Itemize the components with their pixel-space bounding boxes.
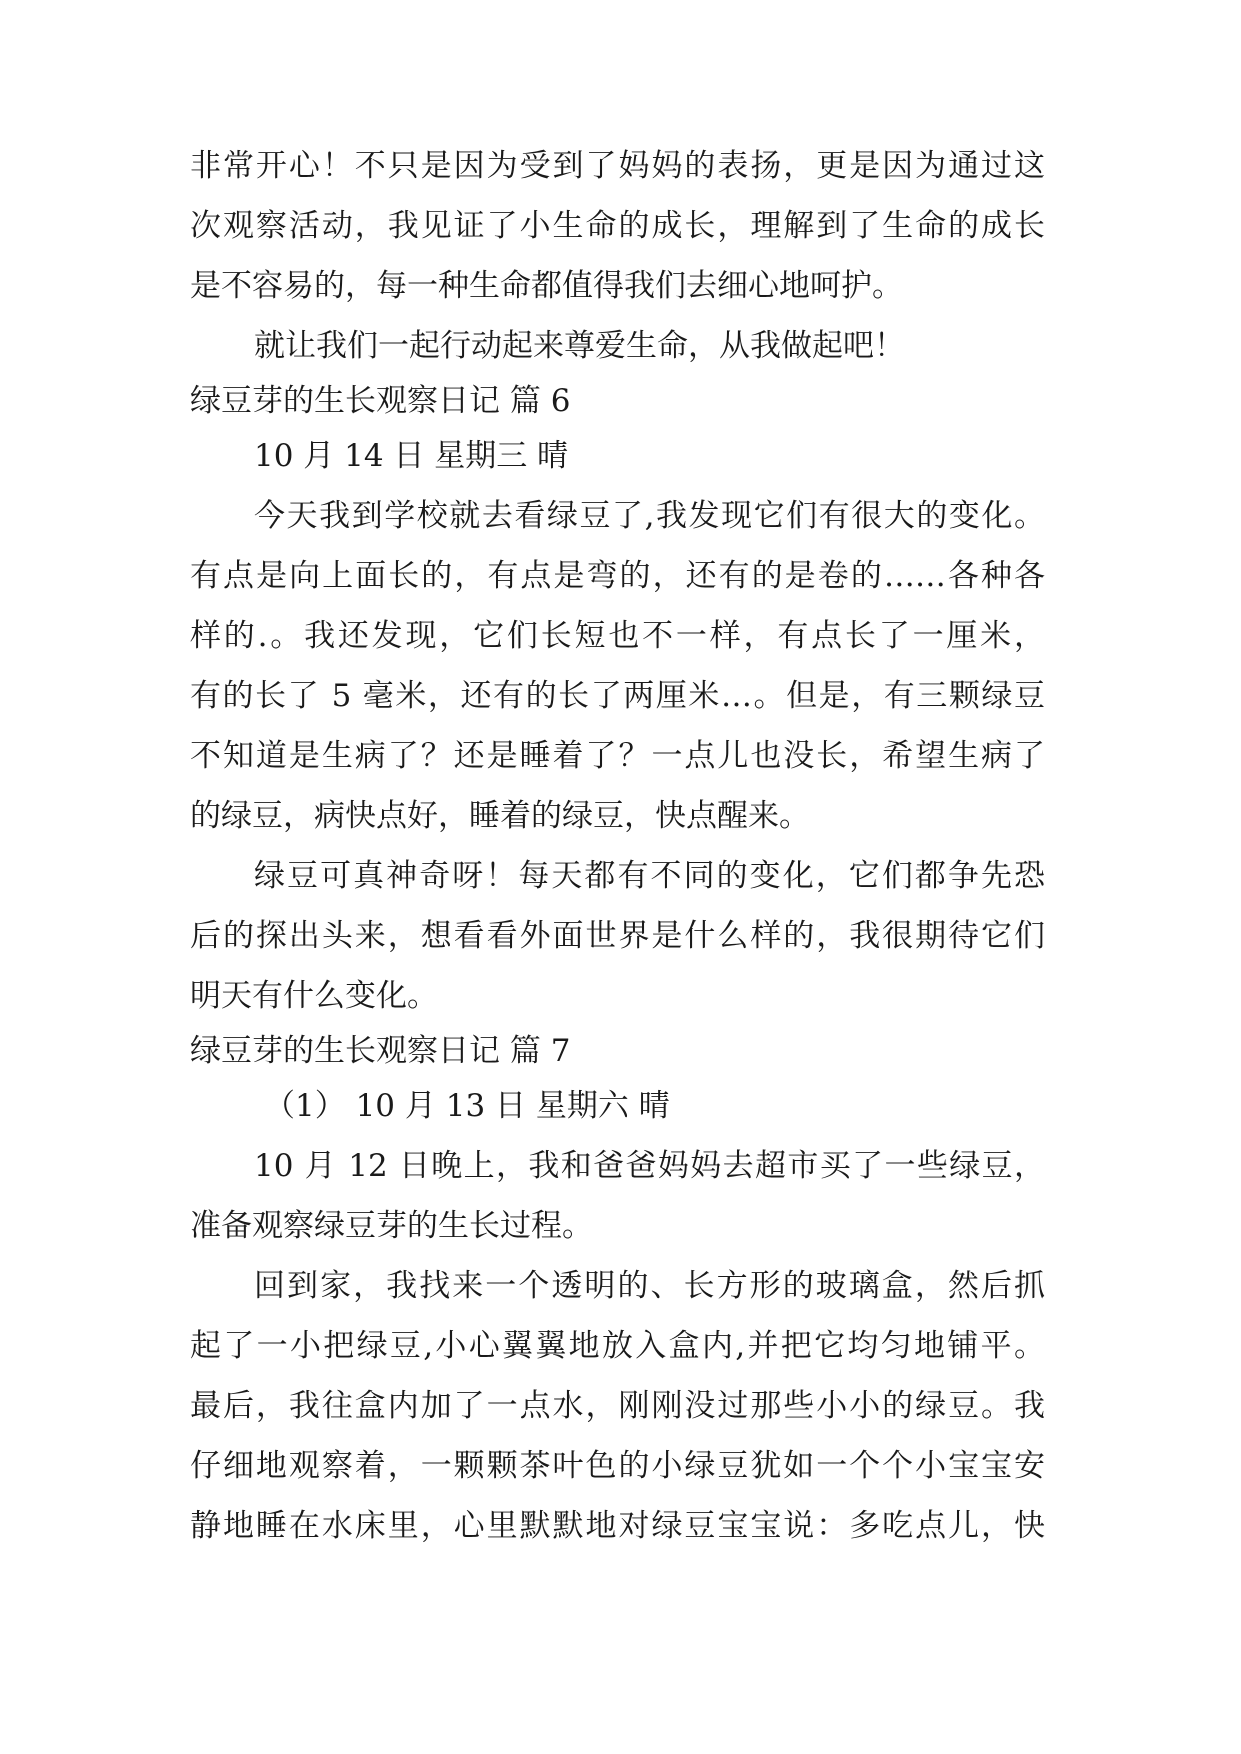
section-heading: 绿豆芽的生长观察日记 篇 7 xyxy=(190,1033,571,1069)
paragraph-line: 准备观察绿豆芽的生长过程。 xyxy=(190,1208,593,1244)
paragraph-line: 就让我们一起行动起来尊爱生命，从我做起吧！ xyxy=(254,328,905,364)
section-heading: 绿豆芽的生长观察日记 篇 6 xyxy=(190,383,571,419)
paragraph-line: 有点是向上面长的，有点是弯的，还有的是卷的……各种各 xyxy=(190,558,1045,594)
paragraph-line: 起了一小把绿豆,小心翼翼地放入盒内,并把它均匀地铺平。 xyxy=(190,1328,1045,1364)
paragraph-line: 后的探出头来，想看看外面世界是什么样的，我很期待它们 xyxy=(190,918,1045,954)
paragraph-line: 明天有什么变化。 xyxy=(190,978,438,1014)
diary-date: 10 月 14 日 星期三 晴 xyxy=(254,438,569,474)
paragraph-line: 不知道是生病了？还是睡着了？一点儿也没长，希望生病了 xyxy=(190,738,1045,774)
paragraph-line: 的绿豆，病快点好，睡着的绿豆，快点醒来。 xyxy=(190,798,810,834)
paragraph-line: 静地睡在水床里，心里默默地对绿豆宝宝说：多吃点儿，快 xyxy=(190,1508,1045,1544)
paragraph-line: 样的.。我还发现，它们长短也不一样，有点长了一厘米， xyxy=(190,618,1045,654)
paragraph-line: 是不容易的，每一种生命都值得我们去细心地呵护。 xyxy=(190,268,903,304)
paragraph-line: 次观察活动，我见证了小生命的成长，理解到了生命的成长 xyxy=(190,208,1045,244)
paragraph-line: 绿豆可真神奇呀！每天都有不同的变化，它们都争先恐 xyxy=(254,858,1045,894)
paragraph-line: 非常开心！不只是因为受到了妈妈的表扬，更是因为通过这 xyxy=(190,148,1045,184)
diary-date: （1） 10 月 13 日 星期六 晴 xyxy=(264,1088,670,1124)
paragraph-line: 最后，我往盒内加了一点水，刚刚没过那些小小的绿豆。我 xyxy=(190,1388,1045,1424)
paragraph-line: 10 月 12 日晚上，我和爸爸妈妈去超市买了一些绿豆， xyxy=(254,1148,1045,1184)
paragraph-line: 今天我到学校就去看绿豆了,我发现它们有很大的变化。 xyxy=(254,498,1045,534)
paragraph-line: 回到家，我找来一个透明的、长方形的玻璃盒，然后抓 xyxy=(254,1268,1045,1304)
paragraph-line: 有的长了 5 毫米，还有的长了两厘米…。但是，有三颗绿豆 xyxy=(190,678,1045,714)
paragraph-line: 仔细地观察着，一颗颗茶叶色的小绿豆犹如一个个小宝宝安 xyxy=(190,1448,1045,1484)
